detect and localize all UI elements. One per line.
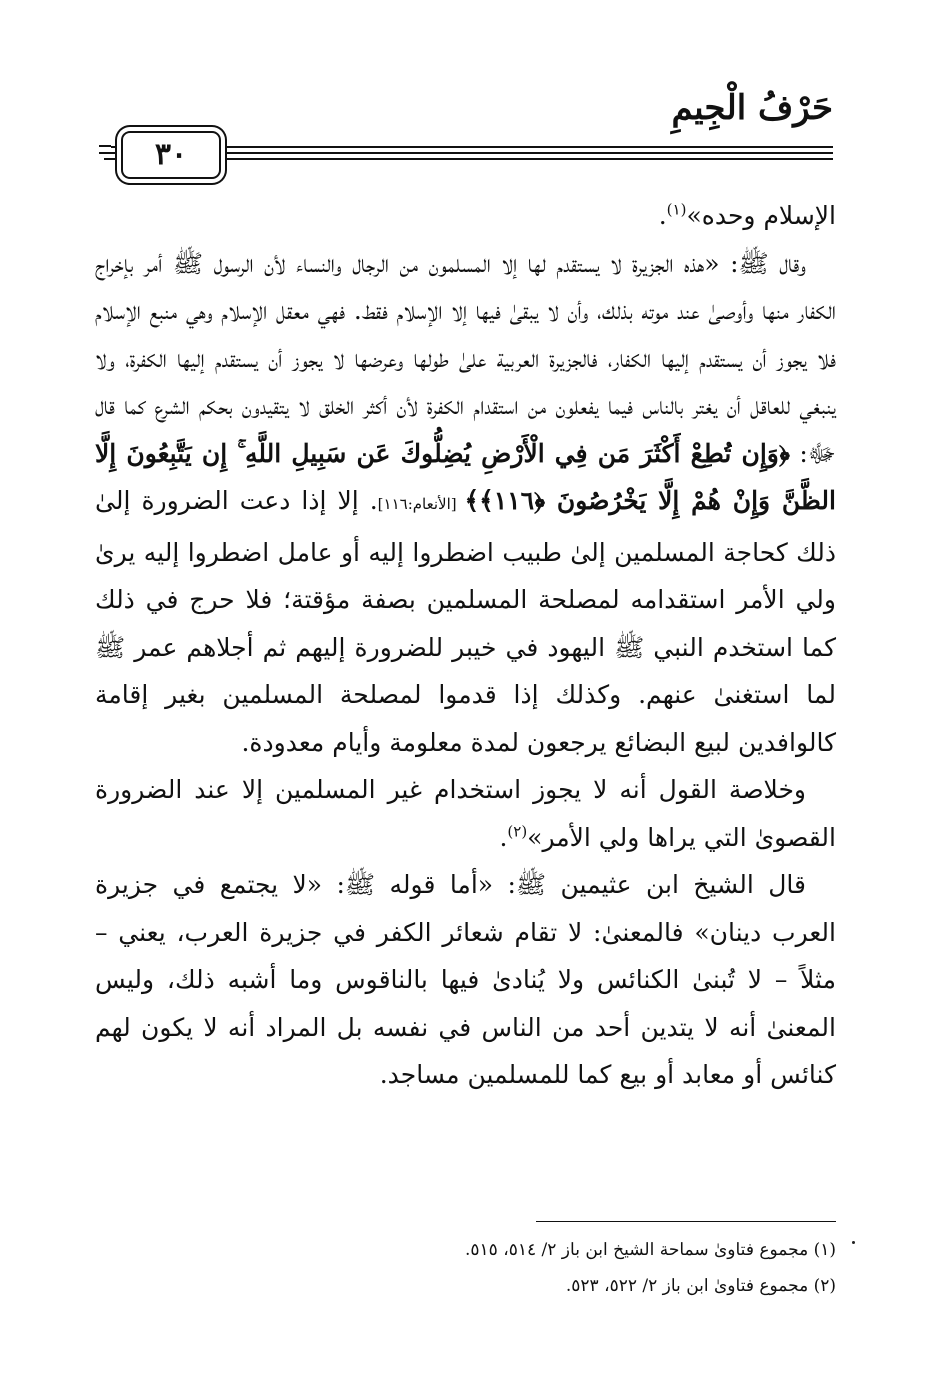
- margin-dot: [852, 1241, 855, 1244]
- paragraph-3-end: .: [499, 822, 508, 852]
- footnotes: [236, 1232, 836, 1304]
- footnote-2: (٢) مجموع فتاوىٰ ابن باز ٢/ ٥٢٢، ٥٢٣.: [565, 1276, 836, 1296]
- paragraph-4: قال الشيخ ابن عثيمين ﷺ: «أما قوله ﷺ: «لا يجتمع في جزيرة العرب دينان» فالمعنىٰ: لا تقام شعائر الكفر في جزيرة العرب، يعني – مثلاً – لا تُبنىٰ الكنائس ولا يُنادىٰ فيها بالناقوس وما أشبه ذلك، وليس المعنىٰ أنه لا يتدين أحد من الناس في نفسه بل المراد أنه لا يكون لهم كنائس أو معابد أو بيع كما للمسلمين مساجد.: [95, 870, 836, 1089]
- header-rule-end-mark: [99, 140, 111, 158]
- quran-verse: ﴿وَإِن تُطِعْ أَكْثَرَ مَن فِي الْأَرْضِ يُضِلُّوكَ عَن سَبِيلِ اللَّهِ ۚ إِن يَتَّبِعُونَ إِلَّا الظَّنَّ وَإِنْ هُمْ إِلَّا يَخْرُصُونَ ﴿١١٦﴾﴾: [95, 438, 836, 515]
- paragraph-1-text: الإسلام وحده»: [686, 201, 836, 230]
- page-number: ٣٠: [121, 131, 221, 179]
- verse-reference: [الأنعام:١١٦]: [377, 495, 465, 513]
- paragraph-3: [95, 766, 836, 861]
- paragraph-1-end: .: [658, 201, 667, 230]
- paragraph-2: [95, 240, 836, 767]
- section-title: حَرْفُ الْجِيمِ: [671, 88, 833, 128]
- paragraph-2-rest: . إلا إذا دعت الضرورة إلىٰ ذلك كحاجة المسلمين إلىٰ طبيب اضطروا إليه أو عامل اضطروا إليه يرىٰ ولي الأمر استقدامه لمصلحة المسلمين بصفة مؤقتة؛ فلا حرج في ذلك كما استخدم النبي ﷺ اليهود في خيبر للضرورة إليهم ثم أجلاهم عمر ﷺ لما استغنىٰ عنهم. وكذلك إذا قدموا لمصلحة المسلمين بغير إقامة كالوافدين لبيع البضائع يرجعون لمدة معلومة وأيام معدودة.: [95, 486, 836, 757]
- body-text: [95, 192, 836, 1099]
- paragraph-1: [95, 192, 836, 240]
- footnote-ref-1: (١): [666, 200, 687, 219]
- footnote-1: (١) مجموع فتاوىٰ سماحة الشيخ ابن باز ٢/ ٥١٤، ٥١٥.: [465, 1240, 836, 1260]
- footnote-ref-2: (٢): [507, 822, 528, 841]
- footnote-separator: [536, 1221, 836, 1222]
- paragraph-3-text: وخلاصة القول أنه لا يجوز استخدام غير المسلمين إلا عند الضرورة القصوىٰ التي يراها ولي الأمر»: [95, 775, 836, 852]
- paragraph-2-text: وقال ﷺ: «هذه الجزيرة لا يستقدم لها إلا المسلمون من الرجال والنساء لأن الرسول ﷺ أمر بإخراج الكفار منها وأوصىٰ عند موته بذلك، وأن لا يبقىٰ فيها إلا الإسلام فقط. فهي معقل الإسلام وهي منبع الإسلام فلا يجوز أن يستقدم إليها الكفار، فالجزيرة العربية علىٰ طولها وعرضها لا يجوز أن يستقدم إليها الكفرة، ولا ينبغي للعاقل أن يغتر بالناس فيما يفعلون من استقدام الكفرة لأن أكثر الخلق لا يتقيدون بحكم الشرع كما قال ﷻ:: [95, 248, 836, 468]
